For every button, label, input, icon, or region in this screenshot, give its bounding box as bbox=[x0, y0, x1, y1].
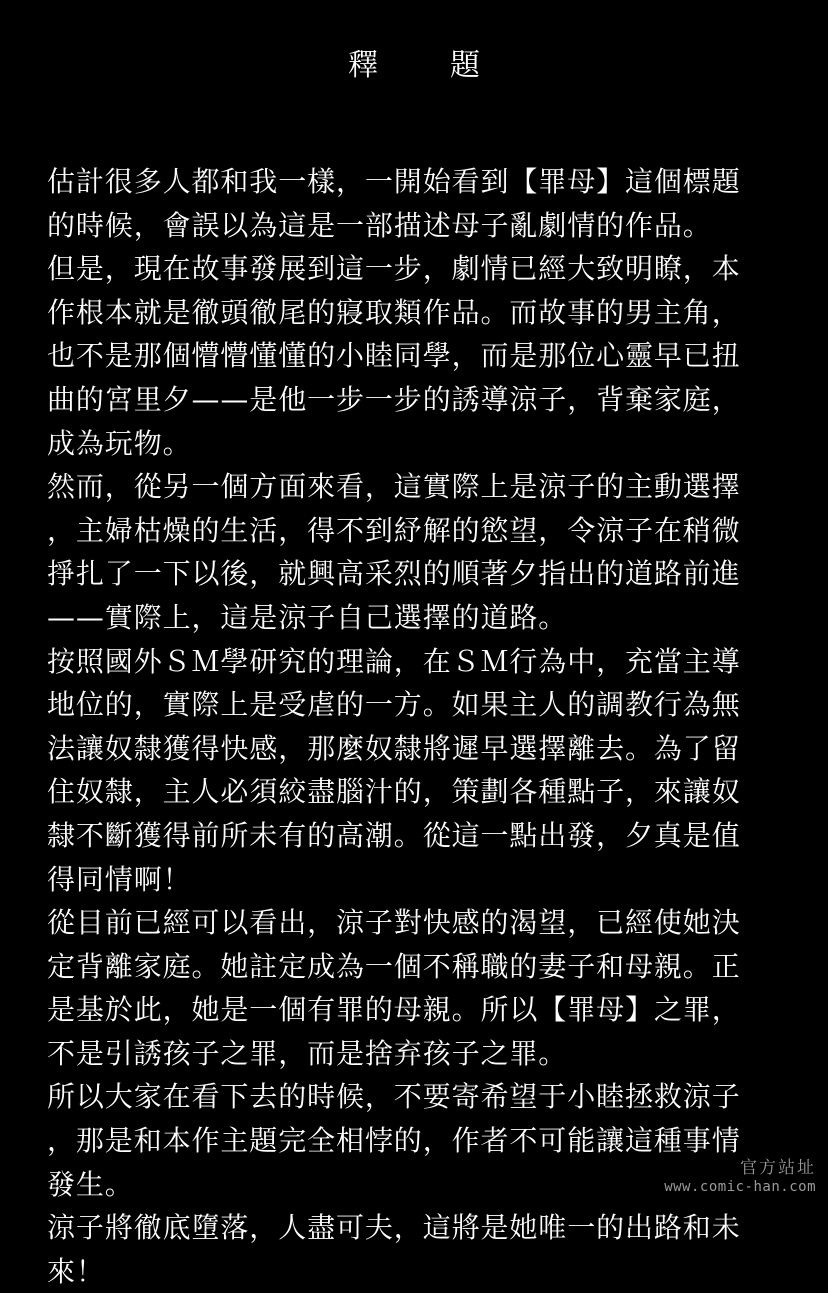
text-line: 隸不斷獲得前所未有的高潮。從這一點出發，夕真是值 bbox=[47, 818, 741, 852]
watermark bbox=[664, 1158, 816, 1196]
text-line: 不是引誘孩子之罪，而是捨弃孩子之罪。 bbox=[47, 1036, 568, 1070]
text-line: 得同情啊！ bbox=[47, 862, 192, 896]
text-line: 所以大家在看下去的時候，不要寄希望于小睦拯救涼子 bbox=[47, 1080, 741, 1114]
text-line: 發生。 bbox=[47, 1167, 134, 1201]
text-line: 是基於此，她是一個有罪的母親。所以【罪母】之罪， bbox=[47, 993, 741, 1027]
page-title bbox=[0, 46, 828, 86]
body-text bbox=[47, 160, 787, 1293]
text-line: 掙扎了一下以後，就興高采烈的順著夕指出的道路前進 bbox=[47, 557, 741, 591]
title-char-1: 釋 bbox=[348, 48, 378, 83]
text-line: 估計很多人都和我一樣，一開始看到【罪母】這個標題 bbox=[47, 165, 741, 198]
text-line: 涼子將徹底墮落，人盡可夫，這將是她唯一的出路和未 bbox=[47, 1211, 741, 1245]
text-line: ，那是和本作主題完全相悖的，作者不可能讓這種事情 bbox=[47, 1124, 741, 1158]
text-line: ，主婦枯燥的生活，得不到紓解的慾望，令涼子在稍微 bbox=[47, 513, 741, 547]
watermark-url: www.comic-han.com bbox=[664, 1179, 816, 1195]
text-line: 定背離家庭。她註定成為一個不稱職的妻子和母親。正 bbox=[47, 949, 741, 983]
text-line: 法讓奴隸獲得快感，那麼奴隸將遲早選擇離去。為了留 bbox=[47, 731, 741, 765]
title-char-2: 題 bbox=[450, 48, 480, 83]
watermark-site-name: 官方站址 bbox=[740, 1158, 816, 1178]
text-line: 作根本就是徹頭徹尾的寢取類作品。而故事的男主角， bbox=[47, 295, 741, 329]
text-line: 也不是那個懵懵懂懂的小睦同學，而是那位心靈早已扭 bbox=[47, 339, 741, 373]
text-line: ——實際上，這是涼子自己選擇的道路。 bbox=[47, 600, 568, 634]
text-line: 從目前已經可以看出，涼子對快感的渴望，已經使她決 bbox=[47, 906, 741, 940]
text-line: 來！ bbox=[47, 1254, 105, 1288]
text-line: 成為玩物。 bbox=[47, 426, 192, 460]
text-line: 按照國外ＳＭ學研究的理論，在ＳＭ行為中，充當主導 bbox=[47, 644, 741, 678]
text-line: 地位的，實際上是受虐的一方。如果主人的調教行為無 bbox=[47, 688, 741, 722]
text-line: 的時候，會誤以為這是一部描述母子亂劇情的作品。 bbox=[47, 208, 712, 242]
text-line: 住奴隸，主人必須絞盡腦汁的，策劃各種點子，來讓奴 bbox=[47, 775, 741, 809]
text-line: 然而，從另一個方面來看，這實際上是涼子的主動選擇 bbox=[47, 470, 741, 504]
text-line: 但是，現在故事發展到這一步，劇情已經大致明瞭，本 bbox=[47, 252, 741, 286]
text-line: 曲的宮里夕——是他一步一步的誘導涼子，背棄家庭， bbox=[47, 382, 741, 416]
